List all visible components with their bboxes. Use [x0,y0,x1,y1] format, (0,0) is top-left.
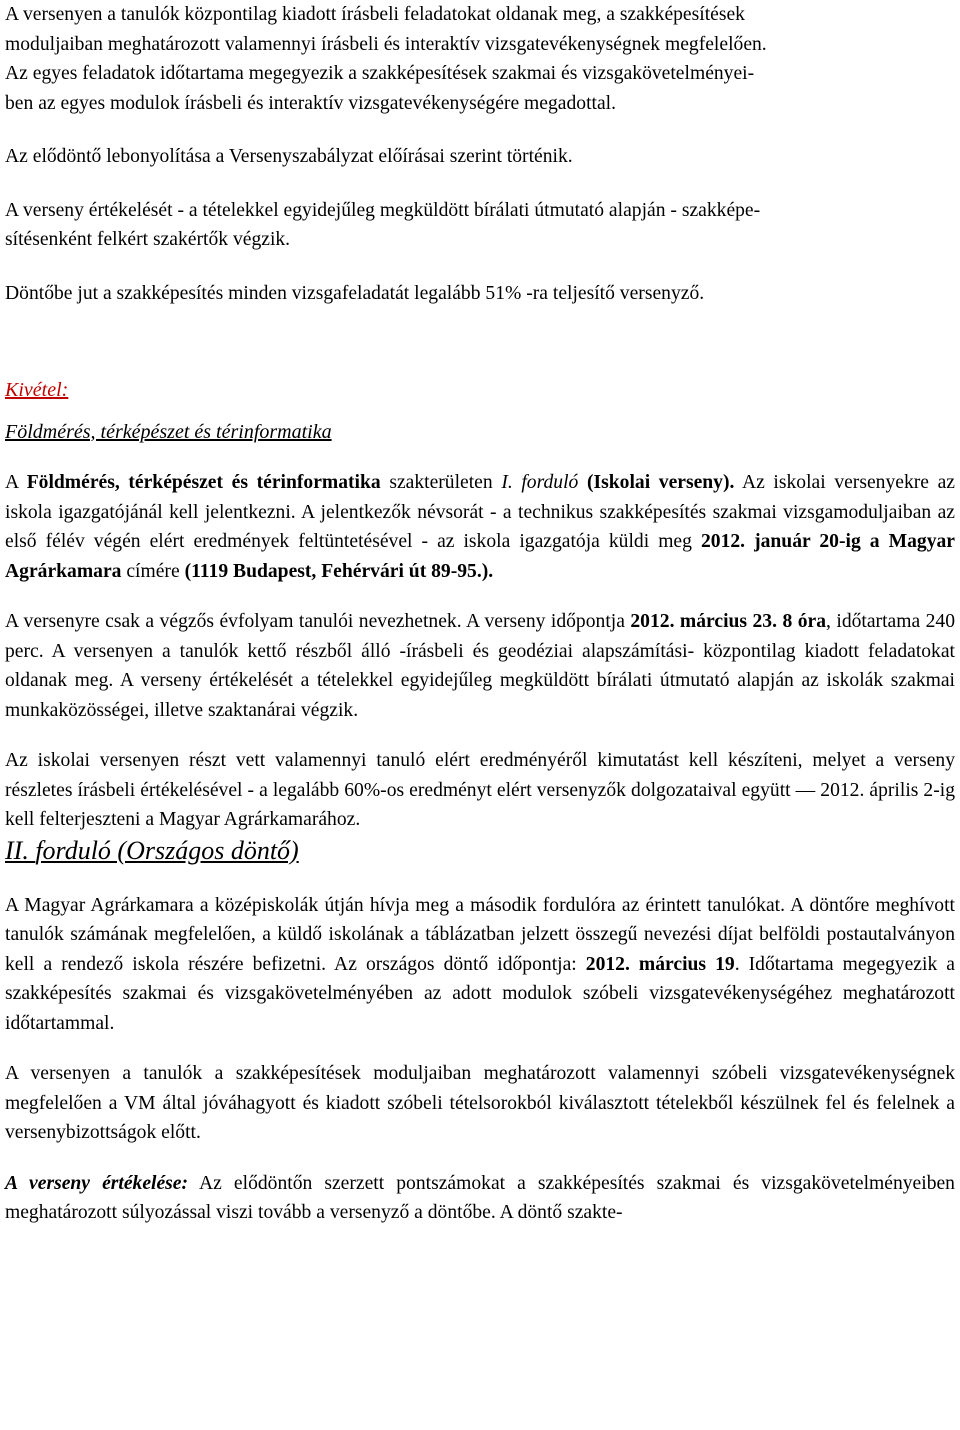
text-run: Az elődöntőn szerzett pontszámokat a szakképesítés szakmai és vizsgakövetelményeiben meghatározott súlyozással viszi tovább a versenyző a döntőbe. A döntő szakte- [5,1172,955,1223]
final-date: 2012. március 19 [585,953,735,975]
paragraph-competition-time [5,607,955,725]
deadline-date: 2012. január 20-ig a Magyar Agrárkamara [5,531,955,582]
paragraph-national-final [5,891,955,1039]
text-run: , időtartama 240 perc. A versenyen a tanulók kettő részből álló -írásbeli és geodéziai alapszámítási- központilag kiadott feladatokat oldanak meg. A verseny értékelését a tételekkel egyidejűleg megküldött bírálati útmutató alapján az iskolák szakmai munkaközösségei, illetve szaktanárai végzik. [5,611,956,721]
text-line: A versenyen a tanulók központilag kiadott írásbeli feladatokat oldanak meg, a szakképesítések [5,4,745,25]
round-number: II. [5,835,36,865]
text-line: Az egyes feladatok időtartama megegyezik a szakképesítések szakmai és vizsgakövetelményei- [5,63,755,84]
text-run: címére [121,560,185,582]
competition-date: 2012. március 23. 8 óra [630,611,827,632]
address: (1119 Budapest, Fehérvári út 89-95.). [184,560,494,582]
round-label: I. forduló [501,472,579,493]
exception-subject: Földmérés, térképészet és térinformatika [5,420,332,443]
round-two-heading [5,835,955,867]
text-run: A [5,472,27,493]
exception-heading: Kivétel: [5,379,69,401]
text-line: ben az egyes modulok írásbeli és interaktív vizsgatevékenységére megadottal. [5,92,616,114]
paragraph-first-round [5,468,955,586]
document-page [5,0,955,1228]
paragraph-final-qualification: Döntőbe jut a szakképesítés minden vizsgafeladatát legalább 51% -ra teljesítő versenyző. [5,282,705,304]
paragraph-final-evaluation [5,1169,955,1228]
text-line: moduljaiban meghatározott valamennyi írásbeli és interaktív vizsgatevékenységnek megfelelően. [5,33,767,55]
text-line: A verseny értékelését - a tételekkel egyidejűleg megküldött bírálati útmutató alapján - szakképe- [5,199,761,221]
text-run [578,472,587,493]
paragraph-results-report: Az iskolai versenyen részt vett valamennyi tanuló elért eredményéről kimutatást kell készíteni, melyet a verseny részletes írásbeli értékelésével - a legalább 60%-os eredményt elért versenyzők dolgozataival együtt — 2012. április 2-ig kell felterjeszteni a Magyar Agrárkamarához. [5,750,955,830]
paragraph-preliminary: Az elődöntő lebonyolítása a Versenyszabályzat előírásai szerint történik. [5,146,573,167]
text-run: . Időtartama megegyezik a szakképesítés szakmai és vizsgakövetelményében az adott modulok szóbeli vizsgatevékenységéhez meghatározott időtartammal. [5,953,955,1034]
paragraph-oral-exam: A versenyen a tanulók a szakképesítések moduljaiban meghatározott valamennyi szóbeli vizsgatevékenységnek megfelelően a VM által jóváhagyott és kiadott szóbeli tételsorokból kiválasztott tételekből készülnek fel és felelnek a versenybizottságok előtt. [5,1063,955,1143]
round-title: forduló (Országos döntő) [35,835,299,865]
text-run: Az iskolai versenyekre az iskola igazgatójánál kell jelentkezni. A jelentkezők névsorát - a technikus szakképesítés szakmai vizsgamoduljaiban az első félév végén elért eredmények feltüntetésével - az iskola igazgatója küldi meg [5,472,955,552]
text-run: A Magyar Agrárkamara a középiskolák útján hívja meg a második fordulóra az érintett tanulókat. A döntőre meghívott tanulók számának megfelelően, a küldő iskolának a táblázatban jelzett összegű nevezési díjat belföldi postautalványon kell a rendező iskola részére befizetni. Az országos döntő időpontja: [5,894,955,975]
text-run: szakterületen [380,472,502,493]
text-run: A versenyre csak a végzős évfolyam tanulói nevezhetnek. A verseny időpontja [5,611,631,632]
field-name: Földmérés, térképészet és térinformatika [26,472,381,493]
paragraph-evaluation [5,196,955,255]
school-competition-label: (Iskolai verseny). [586,472,735,493]
evaluation-label: A verseny értékelése: [5,1172,189,1194]
text-line: sítésenként felkért szakértők végzik. [5,229,291,250]
paragraph-written-tasks [5,0,955,118]
